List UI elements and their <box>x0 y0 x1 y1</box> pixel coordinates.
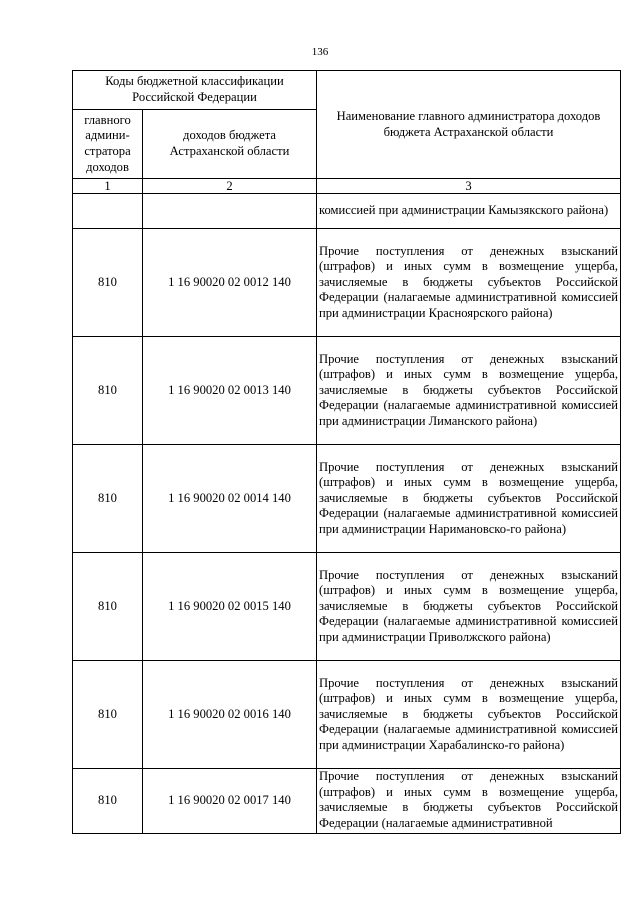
admin-code-cell: 810 <box>73 445 143 553</box>
page-number: 136 <box>311 46 329 58</box>
column-number-3: 3 <box>317 179 621 194</box>
income-code-cell: 1 16 90020 02 0016 140 <box>143 661 317 769</box>
table-row <box>73 194 621 229</box>
income-code-cell: 1 16 90020 02 0012 140 <box>143 229 317 337</box>
header-codes: Коды бюджетной классификации Российской Федерации <box>73 71 317 110</box>
table-row <box>73 769 621 834</box>
description-cell: Прочие поступления от денежных взысканий (штрафов) и иных сумм в возмещение ущерба, зачисляемые в бюджеты субъектов Российской Федерации (налагаемые административной комиссией при администрации Красноярского района) <box>317 229 621 337</box>
table-row <box>73 661 621 769</box>
description-cell: Прочие поступления от денежных взысканий (штрафов) и иных сумм в возмещение ущерба, зачисляемые в бюджеты субъектов Российской Федерации (налагаемые административной комиссией при администрации Наримановско-го района) <box>317 445 621 553</box>
description-cell: Прочие поступления от денежных взысканий (штрафов) и иных сумм в возмещение ущерба, зачисляемые в бюджеты субъектов Российской Федерации (налагаемые административной <box>317 769 621 834</box>
table-row <box>73 445 621 553</box>
table-row <box>73 553 621 661</box>
table-row <box>73 337 621 445</box>
income-code-cell: 1 16 90020 02 0014 140 <box>143 445 317 553</box>
admin-code-cell: 810 <box>73 661 143 769</box>
income-code-cell: 1 16 90020 02 0013 140 <box>143 337 317 445</box>
admin-code-cell: 810 <box>73 769 143 834</box>
description-cell: Прочие поступления от денежных взысканий (штрафов) и иных сумм в возмещение ущерба, зачисляемые в бюджеты субъектов Российской Федерации (налагаемые административной комиссией при администрации Приволжского района) <box>317 553 621 661</box>
admin-code-cell <box>73 194 143 229</box>
income-code-cell <box>143 194 317 229</box>
admin-code-cell: 810 <box>73 337 143 445</box>
budget-classification-table <box>72 70 621 834</box>
column-number-1: 1 <box>73 179 143 194</box>
income-code-cell: 1 16 90020 02 0017 140 <box>143 769 317 834</box>
header-chief-administrator: главного админи-стратора доходов <box>73 110 143 179</box>
column-number-2: 2 <box>143 179 317 194</box>
header-administrator-name: Наименование главного администратора доходов бюджета Астраханской области <box>317 71 621 179</box>
admin-code-cell: 810 <box>73 229 143 337</box>
header-budget-income: доходов бюджета Астраханской области <box>143 110 317 179</box>
table-row <box>73 229 621 337</box>
income-code-cell: 1 16 90020 02 0015 140 <box>143 553 317 661</box>
description-cell: Прочие поступления от денежных взысканий (штрафов) и иных сумм в возмещение ущерба, зачисляемые в бюджеты субъектов Российской Федерации (налагаемые административной комиссией при администрации Лиманского района) <box>317 337 621 445</box>
description-cell: комиссией при администрации Камызякского района) <box>317 194 621 229</box>
description-cell: Прочие поступления от денежных взысканий (штрафов) и иных сумм в возмещение ущерба, зачисляемые в бюджеты субъектов Российской Федерации (налагаемые административной комиссией при администрации Харабалинско-го района) <box>317 661 621 769</box>
admin-code-cell: 810 <box>73 553 143 661</box>
